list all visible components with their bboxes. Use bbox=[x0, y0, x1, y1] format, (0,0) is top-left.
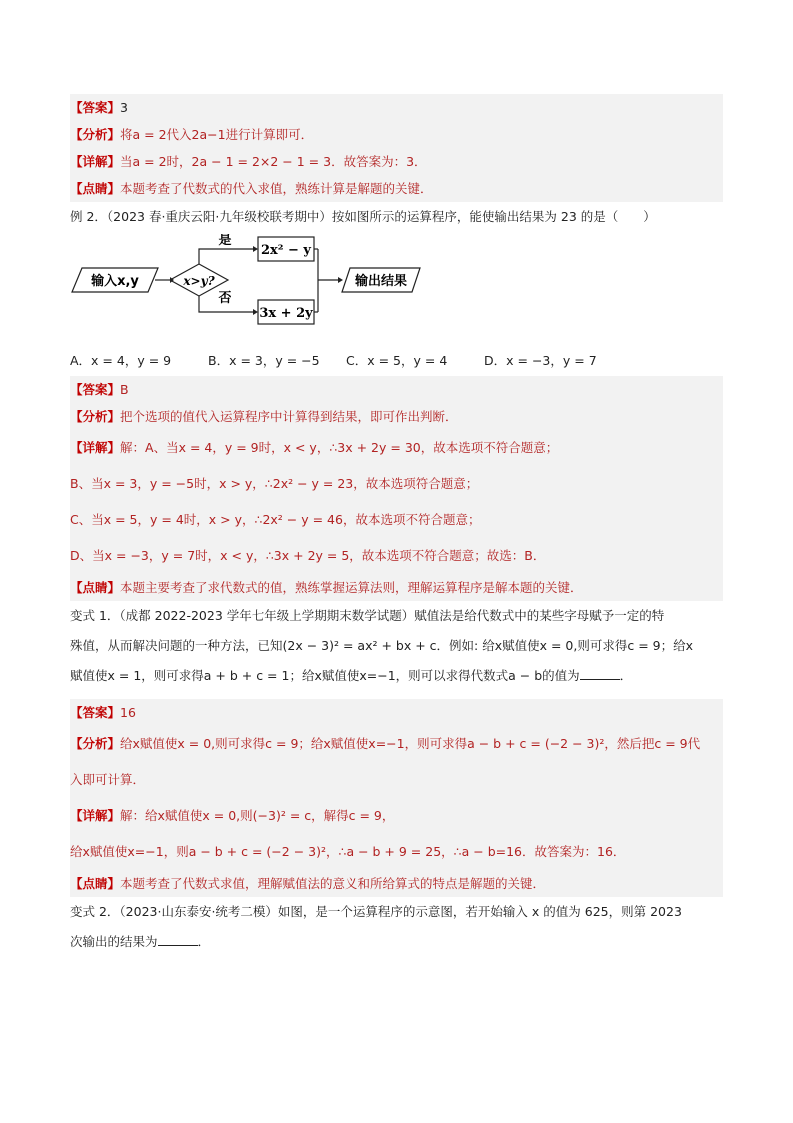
variant-1-line-3: 赋值使x = 1，则可求得a + b + c = 1；给x赋值使x=−1，则可以求得代数式a − b的值为 bbox=[70, 668, 580, 683]
comment-tag: 【点睛】 bbox=[70, 580, 121, 595]
answer-tag: 【答案】 bbox=[70, 100, 121, 115]
arrow-head-output bbox=[338, 277, 343, 283]
input-label: 输入x,y bbox=[91, 274, 139, 289]
flowchart-svg bbox=[70, 234, 430, 342]
expr-no-label: 3x + 2y bbox=[259, 306, 313, 321]
detail-text: 当a = 2时，2a − 1 = 2×2 − 1 = 3．故答案为：3． bbox=[120, 154, 427, 169]
options-row bbox=[70, 346, 723, 376]
detail-text-2: 给x赋值使x=−1，则a − b + c = (−2 − 3)²，∴a − b + 9 = 25，∴a − b=16．故答案为：16． bbox=[70, 844, 626, 859]
solution-block-1 bbox=[70, 94, 723, 202]
solution-block-3 bbox=[70, 699, 723, 897]
comment-text: 本题考查了代数式的代入求值，熟练计算是解题的关键． bbox=[120, 181, 433, 196]
option-c: C．x = 5，y = 4 bbox=[346, 353, 448, 368]
detail-tag: 【详解】 bbox=[70, 440, 121, 455]
answer-tag: 【答案】 bbox=[70, 382, 121, 397]
yes-path bbox=[199, 249, 253, 264]
detail-text-a: 解：A、当x = 4，y = 9时，x < y，∴3x + 2y = 30，故本选项不符合题意； bbox=[120, 440, 559, 455]
analysis-tag: 【分析】 bbox=[70, 127, 121, 142]
option-b: B．x = 3，y = −5 bbox=[208, 353, 320, 368]
detail-tag: 【详解】 bbox=[70, 808, 121, 823]
page-content bbox=[70, 94, 723, 957]
condition-label: x>y? bbox=[183, 274, 215, 288]
variant-2-line-2-end: ． bbox=[197, 934, 211, 949]
analysis-tag: 【分析】 bbox=[70, 736, 121, 751]
arrow-head-no bbox=[253, 309, 258, 315]
variant-1-line-1: 变式 1．（成都 2022-2023 学年七年级上学期期末数学试题）赋值法是给代数式中的某些字母赋予一定的特 bbox=[70, 608, 665, 623]
analysis-text: 将a = 2代入2a−1进行计算即可． bbox=[120, 127, 314, 142]
variant-1-line-3-end: ． bbox=[619, 668, 633, 683]
answer-blank bbox=[580, 665, 620, 680]
analysis-text: 把个选项的值代入运算程序中计算得到结果，即可作出判断． bbox=[120, 409, 458, 424]
arrow-head-yes bbox=[253, 246, 258, 252]
expr-yes-label: 2x² − y bbox=[261, 243, 311, 258]
comment-tag: 【点睛】 bbox=[70, 876, 121, 891]
variant-2-question bbox=[70, 897, 723, 957]
detail-text-b: B、当x = 3，y = −5时，x > y，∴2x² − y = 23，故本选项符合题意； bbox=[70, 476, 479, 491]
comment-tag: 【点睛】 bbox=[70, 181, 121, 196]
analysis-text-1: 给x赋值使x = 0,则可求得c = 9；给x赋值使x=−1，则可求得a − b + c = (−2 − 3)²，然后把c = 9代 bbox=[120, 736, 701, 751]
option-d: D．x = −3，y = 7 bbox=[484, 353, 597, 368]
comment-text: 本题主要考查了求代数式的值，熟练掌握运算法则，理解运算程序是解本题的关键． bbox=[120, 580, 583, 595]
yes-label: 是 bbox=[218, 234, 232, 248]
comment-text: 本题考查了代数式求值，理解赋值法的意义和所给算式的特点是解题的关键． bbox=[120, 876, 546, 891]
detail-text-c: C、当x = 5，y = 4时，x > y，∴2x² − y = 46，故本选项不符合题意； bbox=[70, 512, 481, 527]
option-a: A．x = 4，y = 9 bbox=[70, 353, 172, 368]
variant-2-line-2: 次输出的结果为 bbox=[70, 934, 158, 949]
detail-text-d: D、当x = −3，y = 7时，x < y，∴3x + 2y = 5，故本选项不符合题意；故选：B． bbox=[70, 548, 546, 563]
analysis-tag: 【分析】 bbox=[70, 409, 121, 424]
variant-2-line-1: 变式 2．（2023·山东泰安·统考二模）如图，是一个运算程序的示意图，若开始输入 x 的值为 625，则第 2023 bbox=[70, 904, 682, 919]
answer-value: 16 bbox=[120, 705, 136, 720]
answer-value: 3 bbox=[120, 100, 128, 115]
output-label: 输出结果 bbox=[354, 274, 408, 289]
variant-1-question bbox=[70, 601, 723, 691]
variant-1-line-2: 殊值，从而解决问题的一种方法，已知(2x − 3)² = ax² + bx + c．例如: 给x赋值使x = 0,则可求得c = 9；给x bbox=[70, 638, 693, 653]
detail-tag: 【详解】 bbox=[70, 154, 121, 169]
answer-value: B bbox=[120, 382, 129, 397]
flowchart bbox=[70, 234, 723, 342]
analysis-text-2: 入即可计算． bbox=[70, 772, 146, 787]
no-label: 否 bbox=[218, 291, 232, 306]
answer-blank bbox=[158, 931, 198, 946]
detail-text-1: 解：给x赋值使x = 0,则(−3)² = c，解得c = 9， bbox=[120, 808, 395, 823]
answer-tag: 【答案】 bbox=[70, 705, 121, 720]
solution-block-2 bbox=[70, 376, 723, 601]
example-2-question: 例 2．（2023 春·重庆云阳·九年级校联考期中）按如图所示的运算程序，能使输出结果为 23 的是（ ） bbox=[70, 209, 656, 224]
